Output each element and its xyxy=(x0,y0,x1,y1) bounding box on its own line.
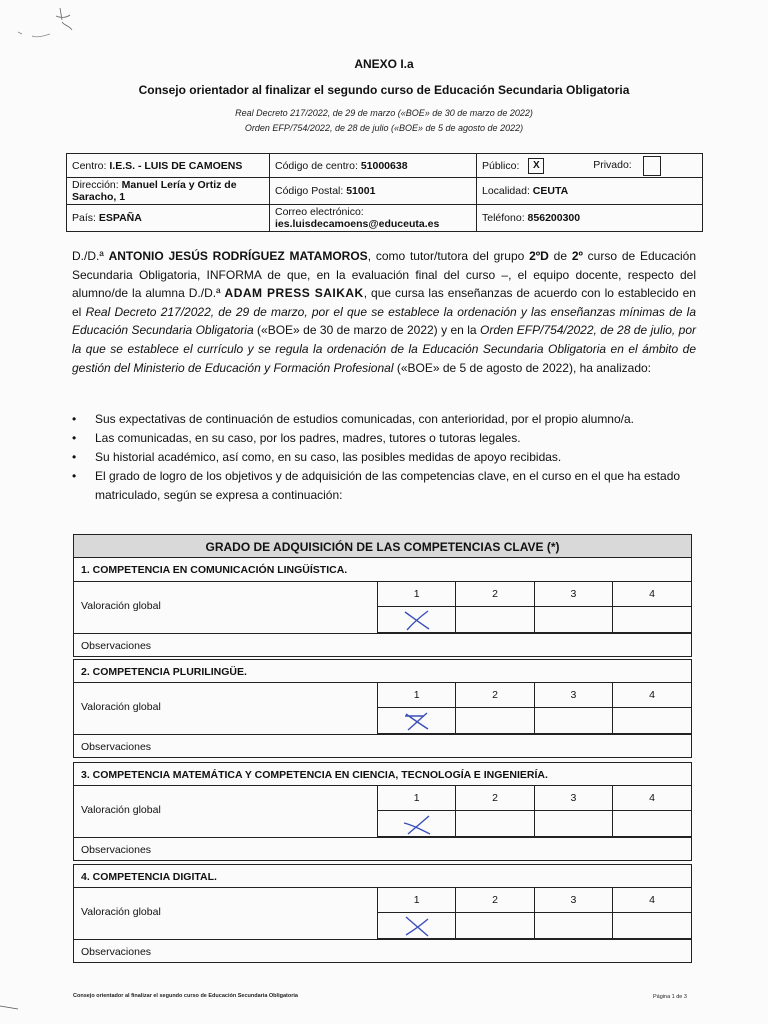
codigo-centro-cell: Código de centro: 51000638 xyxy=(270,154,477,178)
codigo-postal-value: 51001 xyxy=(346,185,376,197)
rating-header-2: 2 xyxy=(456,786,534,811)
rating-cell-4[interactable] xyxy=(613,708,691,734)
student-name: ADAM PRESS SAIKAK xyxy=(224,286,364,301)
telefono-cell: Teléfono: 856200300 xyxy=(477,205,703,232)
direccion-cell: Dirección: Manuel Lería y Ortiz de Saracho, 1 xyxy=(67,178,270,205)
codigo-centro-value: 51000638 xyxy=(360,159,408,172)
competencia-title: 2. COMPETENCIA PLURILINGÜE. xyxy=(73,659,692,683)
pais-cell: País: ESPAÑA xyxy=(67,205,270,232)
valoracion-row xyxy=(73,786,692,837)
rating-cell-2[interactable] xyxy=(456,913,534,939)
valoracion-row xyxy=(73,888,692,939)
rating-header-1: 1 xyxy=(378,786,456,811)
analysis-list xyxy=(72,410,696,505)
rating-cell-4[interactable] xyxy=(613,811,691,837)
competencia-title: 1. COMPETENCIA EN COMUNICACIÓN LINGÜÍSTICA. xyxy=(73,558,692,582)
rating-header-4: 4 xyxy=(613,888,691,913)
rating-cell-2[interactable] xyxy=(456,811,534,837)
valoracion-row xyxy=(73,582,692,633)
rating-header-4: 4 xyxy=(613,786,691,811)
rating-header-3: 3 xyxy=(534,888,612,913)
codigo-postal-cell: Código Postal: 51001 xyxy=(270,178,477,205)
competencia-title: 4. COMPETENCIA DIGITAL. xyxy=(73,864,692,888)
email-cell: Correo electrónico: ies.luisdecamoens@educeuta.es xyxy=(270,205,477,232)
rating-header-1: 1 xyxy=(378,582,456,607)
observaciones-row[interactable]: Observaciones xyxy=(73,939,692,963)
page-number: Página 1 de 3 xyxy=(653,994,687,1000)
rating-grid xyxy=(377,683,691,734)
legal-reference-2: Orden EFP/754/2022, de 28 de julio («BOE» de 5 de agosto de 2022) xyxy=(244,123,524,133)
rating-cell-1[interactable] xyxy=(378,811,456,837)
valoracion-label: Valoración global xyxy=(81,906,161,918)
valoracion-row xyxy=(73,683,692,734)
document-title: Consejo orientador al finalizar el segundo curso de Educación Secundaria Obligatoria xyxy=(138,83,630,97)
list-item: • Sus expectativas de continuación de estudios comunicadas, con anterioridad, por el propio alumno/a. xyxy=(72,410,696,429)
tutor-name: ANTONIO JESÚS RODRÍGUEZ MATAMOROS xyxy=(108,249,368,263)
rating-header-3: 3 xyxy=(534,786,612,811)
observaciones-row[interactable]: Observaciones xyxy=(73,633,692,657)
legal-reference-1: Real Decreto 217/2022, de 29 de marzo («BOE» de 30 de marzo de 2022) xyxy=(235,108,533,118)
margin-mark xyxy=(0,1004,20,1012)
handwritten-x-mark xyxy=(402,609,432,631)
competencia-section-3 xyxy=(73,762,692,861)
list-item: • Las comunicadas, en su caso, por los padres, madres, tutores o tutoras legales. xyxy=(72,429,696,448)
rating-header-2: 2 xyxy=(456,582,534,607)
telefono-value: 856200300 xyxy=(527,212,581,224)
titularidad-cell: Público: X Privado: xyxy=(477,154,703,178)
list-item: • El grado de logro de los objetivos y de adquisición de las competencias clave, en el curso en el que ha estado matriculado, según se expresa a continuación: xyxy=(72,467,696,505)
handwritten-x-mark xyxy=(402,915,432,937)
rating-header-3: 3 xyxy=(534,582,612,607)
localidad-value: CEUTA xyxy=(532,185,569,197)
handwritten-x-mark xyxy=(402,813,432,835)
observaciones-row[interactable]: Observaciones xyxy=(73,837,692,861)
competencia-section-2 xyxy=(73,659,692,758)
rating-cell-4[interactable] xyxy=(613,607,691,633)
annex-title: ANEXO I.a xyxy=(354,57,414,71)
valoracion-label: Valoración global xyxy=(81,804,161,816)
rating-grid xyxy=(377,786,691,837)
rating-cell-2[interactable] xyxy=(456,708,534,734)
rating-header-3: 3 xyxy=(534,683,612,708)
curso-value: 2º xyxy=(571,249,583,263)
rating-cell-1[interactable] xyxy=(378,607,456,633)
rating-cell-3[interactable] xyxy=(534,913,612,939)
report-paragraph: D./D.ª ANTONIO JESÚS RODRÍGUEZ MATAMOROS, como tutor/tutora del grupo 2ºD de 2º curso de Educación Secundaria Obligatoria, INFORMA de que, en la evaluación final del curso –, el equipo docente, respecto del alumno/de la alumna D./D.ª ADAM PRESS SAIKAK, que cursa las enseñanzas de acuerdo con lo establecido en el Real Decreto 217/2022, de 29 de marzo, por el que se establece la ordenación y las enseñanzas mínimas de la Educación Secundaria Obligatoria («BOE» de 30 de marzo de 2022) y en la Orden EFP/754/2022, de 28 de julio, por la que se establece el currículo y se regula la ordenación de la Educación Secundaria Obligatoria en el ámbito de gestión del Ministerio de Educación y Formación Profesional («BOE» de 5 de agosto de 2022), ha analizado: xyxy=(72,249,697,375)
rating-header-4: 4 xyxy=(613,683,691,708)
rating-header-2: 2 xyxy=(456,888,534,913)
centro-value: I.E.S. - LUIS DE CAMOENS xyxy=(109,159,243,172)
centro-cell: Centro: I.E.S. - LUIS DE CAMOENS xyxy=(67,154,270,178)
rating-header-2: 2 xyxy=(456,683,534,708)
rating-cell-1[interactable] xyxy=(378,708,456,734)
competencia-section-4 xyxy=(73,864,692,963)
privado-checkbox[interactable] xyxy=(643,156,661,176)
footer-title: Consejo orientador al finalizar el segundo curso de Educación Secundaria Obligatoria xyxy=(73,993,298,999)
rating-cell-3[interactable] xyxy=(534,708,612,734)
publico-checkbox[interactable]: X xyxy=(528,158,544,174)
competencia-section-1 xyxy=(73,558,692,657)
rating-header-4: 4 xyxy=(613,582,691,607)
rating-grid xyxy=(377,888,691,939)
localidad-cell: Localidad: CEUTA xyxy=(477,178,703,205)
competencias-header: GRADO DE ADQUISICIÓN DE LAS COMPETENCIAS CLAVE (*) xyxy=(73,534,692,558)
observaciones-row[interactable]: Observaciones xyxy=(73,734,692,758)
pais-value: ESPAÑA xyxy=(98,212,142,224)
rating-cell-3[interactable] xyxy=(534,811,612,837)
direccion-value: Manuel Lería y Ortiz de Saracho, 1 xyxy=(72,179,237,203)
valoracion-label: Valoración global xyxy=(81,701,161,713)
rating-cell-1[interactable] xyxy=(378,913,456,939)
handwritten-scribble xyxy=(10,6,90,46)
rating-header-1: 1 xyxy=(378,683,456,708)
email-value: ies.luisdecamoens@educeuta.es xyxy=(275,218,440,230)
grupo-value: 2ºD xyxy=(529,249,549,263)
list-item: • Su historial académico, así como, en su caso, las posibles medidas de apoyo recibidas. xyxy=(72,448,696,467)
rating-header-1: 1 xyxy=(378,888,456,913)
rating-cell-4[interactable] xyxy=(613,913,691,939)
rating-grid xyxy=(377,582,691,633)
handwritten-x-mark xyxy=(402,710,432,732)
valoracion-label: Valoración global xyxy=(81,600,161,612)
school-info-table xyxy=(66,153,703,232)
rating-cell-2[interactable] xyxy=(456,607,534,633)
rating-cell-3[interactable] xyxy=(534,607,612,633)
competencia-title: 3. COMPETENCIA MATEMÁTICA Y COMPETENCIA EN CIENCIA, TECNOLOGÍA E INGENIERÍA. xyxy=(73,762,692,786)
